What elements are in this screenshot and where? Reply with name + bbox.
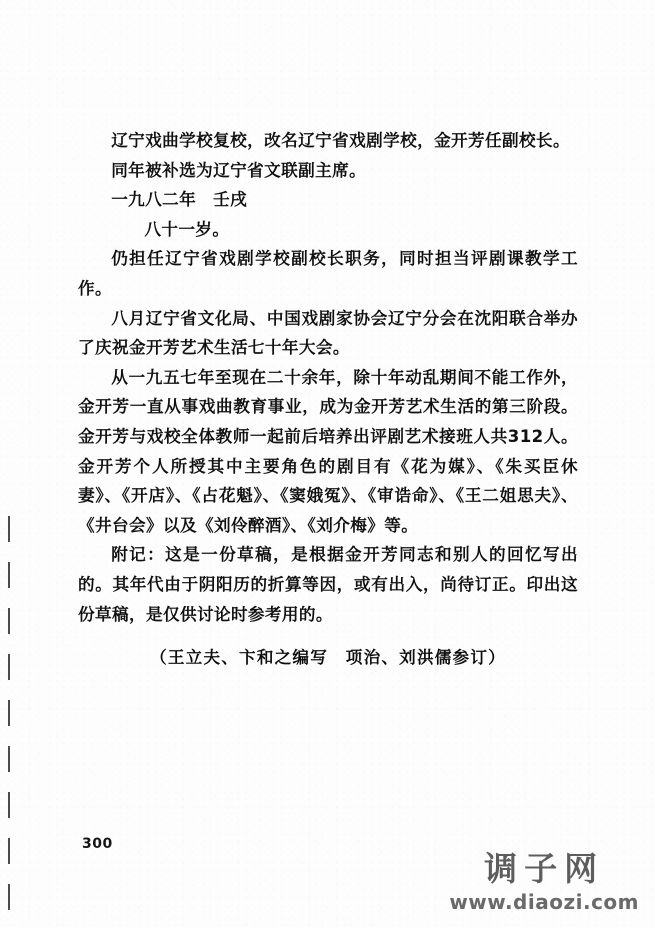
paragraph: 同年被补选为辽宁省文联副主席。 [111,160,367,180]
paragraph: 辽宁戏曲学校复校，改名辽宁省戏剧学校，金开芳任副校长。 [111,131,571,150]
binding-tick-mark [8,562,10,588]
binding-tick-mark [8,654,10,680]
credits-line: （王立夫、卞和之编写 项治、刘洪儒参订） [150,648,506,667]
binding-tick-mark [8,700,10,726]
binding-tick-mark [8,608,10,634]
paragraph: 从一九五七年至现在二十余年，除十年动乱期间不能工作外，金开芳一直从事戏曲教育事业，成为金开芳艺术生活的第三阶段。金开芳与戏校全体教师一起前后培养出评剧艺术接班人共312人。金开芳个人所授其中主要角色的剧目有《花为媒》、《朱买臣休妻》、《开店》、《占花魁》、《窦娥冤》、《审诰命》、《王二姐思夫》、《井台会》以及《刘伶醉酒》、《刘介梅》等。 [78,367,578,535]
paragraph: 八月辽宁省文化局、中国戏剧家协会辽宁分会在沈阳联合举办了庆祝金开芳艺术生活七十年大会。 [78,308,578,358]
binding-tick-mark [8,746,10,772]
binding-marks [0,0,26,928]
page-body-text [78,126,578,629]
binding-tick-mark [8,884,10,910]
watermark [449,849,639,914]
binding-tick-mark [8,792,10,818]
watermark-url: www.diaozi.com [449,890,639,914]
binding-tick-mark [8,516,10,542]
binding-tick-mark [8,838,10,864]
paragraph-year-heading: 一九八二年 壬戌 [111,190,248,210]
paragraph-postscript: 附记：这是一份草稿，是根据金开芳同志和别人的回忆写出的。其年代由于阴阳历的折算等因，或有出入，尚待订正。印出这份草稿，是仅供讨论时参考用的。 [78,545,578,624]
watermark-site-name: 调子网 [484,849,605,888]
paragraph: 仍担任辽宁省戏剧学校副校长职务，同时担当评剧课教学工作。 [78,249,578,298]
page-number: 300 [82,836,113,852]
paragraph-age: 八十一岁。 [144,219,230,239]
